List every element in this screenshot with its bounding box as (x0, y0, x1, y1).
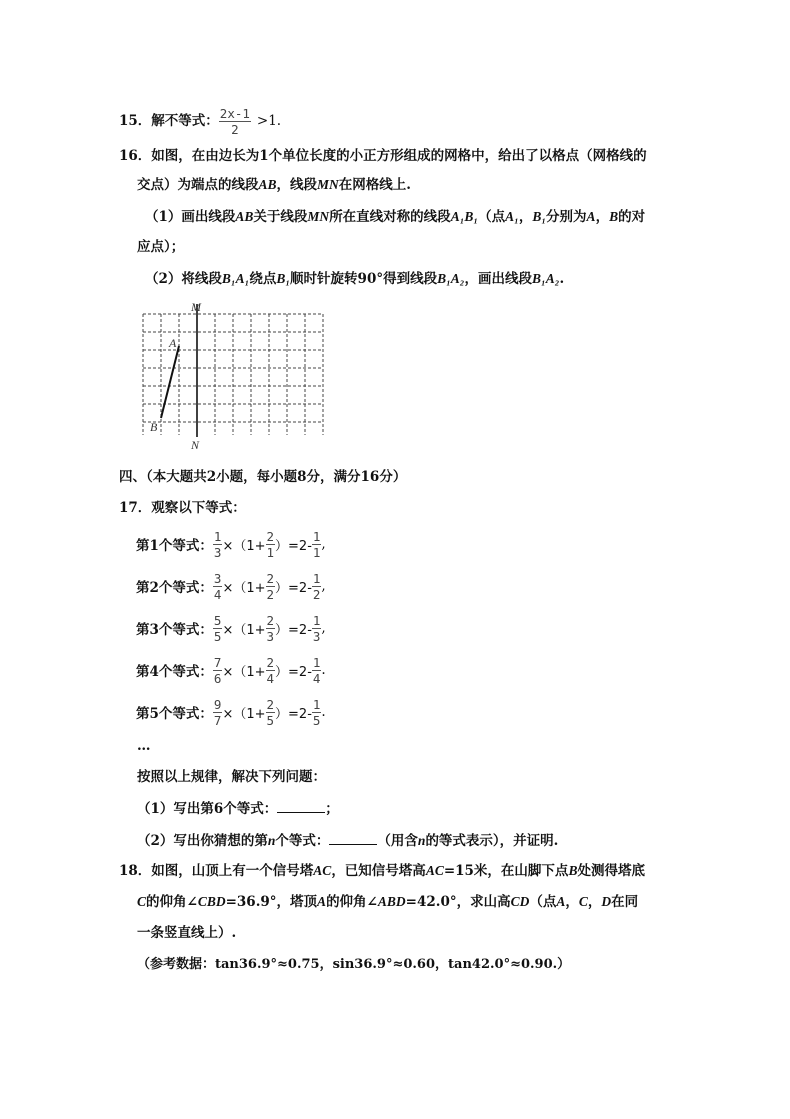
q16-text: 的对 (618, 209, 646, 225)
label-b: B (150, 420, 158, 434)
fraction (213, 571, 223, 602)
segment-ac: AC (425, 863, 444, 878)
angle-abd: ABD (377, 894, 406, 909)
q18-text: =42.0°，求山高 (405, 894, 511, 910)
segment-ab: AB (235, 209, 254, 224)
q17-text: （用含 (377, 833, 418, 849)
point-a: A (556, 894, 566, 909)
numerator: 2 (266, 696, 275, 712)
equation-end: , (321, 620, 326, 636)
denominator: 7 (213, 712, 222, 728)
angle-cbd: CBD (197, 894, 226, 909)
denominator: 5 (213, 628, 222, 644)
equation-label: 第2个等式： (136, 580, 213, 596)
q16-text: （点 (478, 209, 506, 225)
segment-b1a2: B₁A₂ (437, 271, 465, 286)
q16-text: . (559, 271, 565, 287)
section-4-title: 四、（本大题共2小题，每小题8分，满分16分） (119, 469, 407, 485)
q16-line2 (137, 176, 411, 194)
numerator: 1 (312, 528, 321, 544)
fraction (266, 613, 276, 644)
q17-text: 个等式： (275, 833, 330, 849)
segment-mn: MN (307, 209, 330, 224)
segment-a1b1: A₁B₁ (450, 209, 479, 224)
denominator: 2 (266, 586, 275, 602)
denominator: 6 (213, 670, 222, 686)
point-a1: A₁ (505, 209, 519, 224)
q17-text: ； (325, 801, 339, 817)
q18-text: 的仰角∠ (146, 894, 198, 910)
q15-fraction (219, 106, 251, 137)
answer-blank (329, 831, 377, 845)
q17-equation-5 (136, 692, 326, 732)
q18-reference-data: （参考数据：tan36.9°≈0.75，sin36.9°≈0.60，tan42.0°≈0.90.） (137, 957, 571, 972)
q17-equation-3 (136, 608, 326, 648)
denominator: 4 (213, 586, 222, 602)
fraction (312, 697, 322, 728)
fraction (213, 613, 223, 644)
denominator: 4 (312, 670, 321, 686)
fraction (266, 529, 276, 560)
numerator: 1 (312, 654, 321, 670)
q17-rule: 按照以上规律，解决下列问题： (137, 769, 326, 785)
point-c: C (578, 894, 588, 909)
segment-ab: AB (258, 177, 277, 192)
q16-text: （1）画出线段 (145, 209, 236, 225)
q16-text: ， (518, 209, 533, 225)
numerator: 2 (266, 612, 275, 628)
q16-text: ，画出线段 (464, 271, 533, 287)
segment-mn: MN (317, 177, 339, 192)
q18-text: 处测得塔底 (577, 863, 645, 879)
q18-text: （点 (529, 894, 557, 910)
fraction (266, 655, 276, 686)
q18-text: =36.9°，塔顶 (225, 894, 318, 910)
segment-ac: AC (313, 863, 332, 878)
point-a: A (586, 209, 596, 224)
label-n: N (191, 438, 200, 452)
q16-text: ， (595, 209, 610, 225)
point-b: B (568, 863, 578, 878)
label-a: A (169, 336, 177, 350)
q16-text: 关于线段 (253, 209, 308, 225)
numerator: 2 (266, 528, 275, 544)
q18-text: 在同 (611, 894, 639, 910)
point-d: D (601, 894, 612, 909)
equals-text: ）=2- (275, 580, 312, 596)
denominator: 3 (266, 628, 275, 644)
times-text: ×（1+ (222, 622, 266, 638)
segment-b1a1: B₁A₁ (221, 271, 250, 286)
q16-part2 (145, 270, 564, 288)
q16-text: 绕点 (249, 271, 277, 287)
q17-ellipsis: … (137, 738, 151, 754)
fraction (266, 697, 276, 728)
numerator: 7 (213, 654, 222, 670)
q15 (119, 104, 281, 138)
q15-label: 15．解不等式： (119, 113, 219, 129)
point-b: B (609, 209, 619, 224)
q18-text: ，已知信号塔高 (331, 863, 426, 879)
times-text: ×（1+ (222, 538, 266, 554)
equals-text: ）=2- (275, 538, 312, 554)
denominator: 5 (312, 712, 321, 728)
point-a: A (317, 894, 327, 909)
q18-text: ， (565, 894, 579, 910)
times-text: ×（1+ (222, 580, 266, 596)
q16-line1: 16．如图，在由边长为1个单位长度的小正方形组成的网格中，给出了以格点（网格线的 (119, 148, 647, 164)
q18-line1 (119, 862, 645, 880)
variable-n: n (417, 833, 426, 848)
grid-figure (138, 300, 338, 452)
times-text: ×（1+ (222, 664, 266, 680)
fraction (213, 655, 223, 686)
point-b1: B₁ (276, 271, 291, 286)
q18-text: 18．如图，山顶上有一个信号塔 (119, 863, 314, 879)
segment-cd: CD (510, 894, 530, 909)
numerator: 9 (213, 696, 222, 712)
q17-part2 (137, 831, 558, 850)
point-c: C (137, 894, 147, 909)
fraction (213, 697, 223, 728)
numerator: 1 (213, 528, 222, 544)
q17-equation-1 (136, 524, 326, 564)
variable-n: n (267, 833, 276, 848)
q15-denominator: 2 (231, 122, 239, 137)
q17-text: （1）写出第6个等式： (137, 801, 278, 817)
q16-text: 顺时针旋转90°得到线段 (290, 271, 438, 287)
equation-end: , (321, 578, 326, 594)
point-b1: B₁ (532, 209, 547, 224)
grid-lines (143, 314, 323, 435)
q18-line3: 一条竖直线上）. (137, 925, 237, 941)
fraction (312, 613, 322, 644)
q16-text: 分别为 (546, 209, 587, 225)
denominator: 1 (266, 544, 275, 560)
segment-b1a2: B₁A₂ (532, 271, 560, 286)
q18-text: 的仰角∠ (326, 894, 378, 910)
numerator: 2 (266, 654, 275, 670)
q18-text: =15米，在山脚下点 (443, 863, 569, 879)
q15-numerator: 2x-1 (219, 106, 250, 121)
equation-label: 第4个等式： (136, 664, 213, 680)
q16-text: 在网格线上. (338, 177, 411, 193)
denominator: 3 (213, 544, 222, 560)
segment-ab-line (161, 346, 179, 418)
q15-rest: >1. (256, 113, 282, 129)
numerator: 5 (213, 612, 222, 628)
equation-end: . (321, 662, 326, 678)
q18-text: ， (587, 894, 602, 910)
label-m: M (191, 300, 201, 314)
numerator: 1 (312, 696, 321, 712)
numerator: 2 (266, 570, 275, 586)
q17-part1 (137, 799, 339, 818)
q16-text: 交点）为端点的线段 (137, 177, 259, 193)
denominator: 4 (266, 670, 275, 686)
equals-text: ）=2- (275, 706, 312, 722)
q18-line2 (137, 893, 638, 911)
q16-text: 所在直线对称的线段 (329, 209, 451, 225)
fraction (312, 529, 322, 560)
denominator: 1 (312, 544, 321, 560)
q17-equation-2 (136, 566, 326, 606)
fraction (312, 655, 322, 686)
times-text: ×（1+ (222, 706, 266, 722)
denominator: 3 (312, 628, 321, 644)
equals-text: ）=2- (275, 664, 312, 680)
numerator: 1 (312, 612, 321, 628)
numerator: 3 (213, 570, 222, 586)
equation-end: . (321, 704, 326, 720)
equals-text: ）=2- (275, 622, 312, 638)
equation-label: 第1个等式： (136, 538, 213, 554)
denominator: 2 (312, 586, 321, 602)
equation-label: 第5个等式： (136, 706, 213, 722)
q16-part1-line2: 应点）； (137, 239, 185, 255)
answer-blank (277, 799, 325, 813)
numerator: 1 (312, 570, 321, 586)
q17-text: （2）写出你猜想的第 (137, 833, 268, 849)
fraction (213, 529, 223, 560)
q16-text: ，线段 (276, 177, 318, 193)
fraction (266, 571, 276, 602)
q17-text: 的等式表示），并证明. (425, 833, 559, 849)
denominator: 5 (266, 712, 275, 728)
equation-end: , (321, 536, 326, 552)
equation-label: 第3个等式： (136, 622, 213, 638)
q17-intro: 17．观察以下等式： (119, 500, 246, 516)
q17-equation-4 (136, 650, 326, 690)
fraction (312, 571, 322, 602)
q16-part1 (145, 208, 645, 226)
q16-text: （2）将线段 (145, 271, 222, 287)
